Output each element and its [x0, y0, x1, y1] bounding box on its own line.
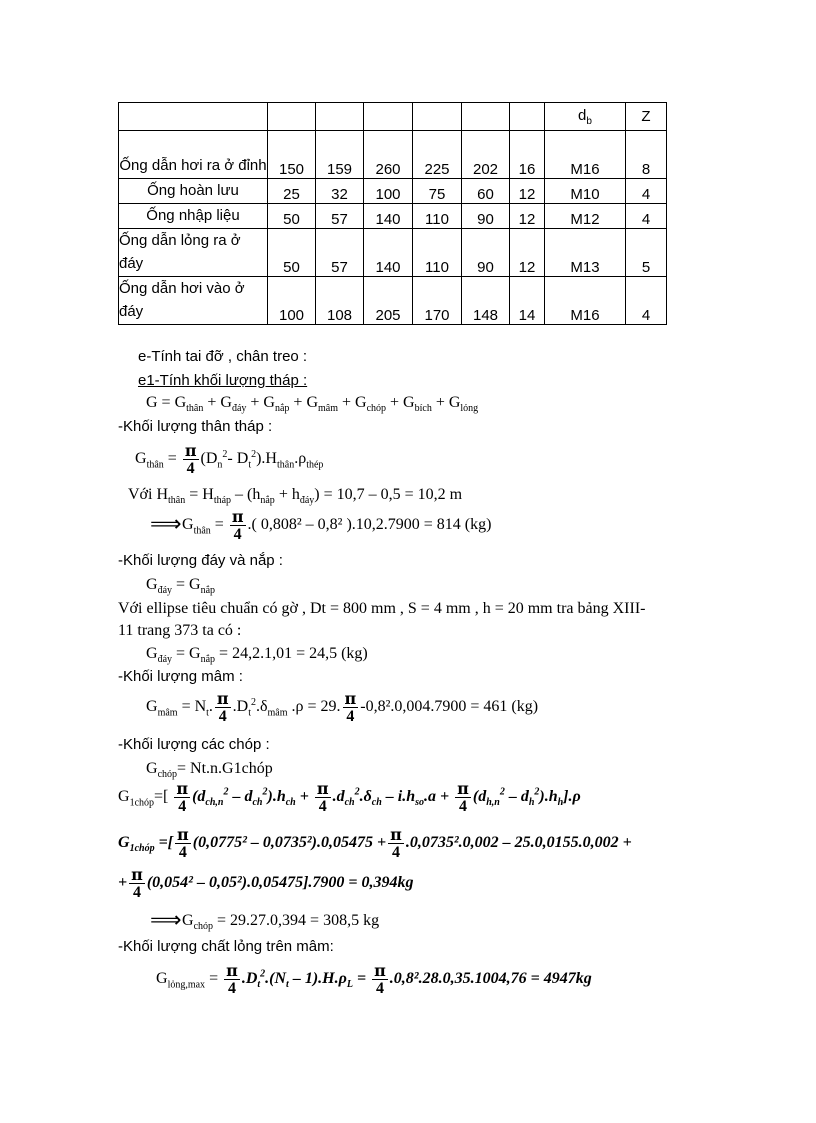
formula-bottom-eq-lid: $G_{đáy} = G_{nắp}$: [146, 576, 216, 597]
table-cell: M13: [545, 229, 626, 277]
table-cell: 12: [510, 229, 545, 277]
table-cell: 5: [626, 229, 667, 277]
row-name: Ống dẫn lỏng ra ở đáy: [119, 229, 268, 277]
table-cell: 260: [364, 131, 413, 179]
shell-result-value: .( 0,808² – 0,8² ).10,2.7900 = 814 (kg): [247, 516, 492, 534]
table-cell: 108: [316, 277, 364, 325]
table-header-cell: [119, 103, 268, 131]
table-row: [119, 277, 667, 325]
table-header-db: $d_b$: [545, 103, 626, 131]
table-cell: M12: [545, 204, 626, 229]
cap-calc-result: (0,054² – 0,05²).0,05475].7900 = 0,394kg: [146, 874, 414, 892]
table-cell: M10: [545, 179, 626, 204]
row-name: Ống dẫn hơi vào ở đáy: [119, 277, 268, 325]
table-cell: 140: [364, 204, 413, 229]
formula-single-cap-calc: $G_{1chóp}$ =[ $\frac{\pi}{4}$ (0,0775² – 0,0735²).0,05475 + $\frac{\pi}{4}$ .0,0735².0,002 – 25.0,0155.0,002 +: [118, 825, 632, 861]
formula-tray-mass: $G_{mâm} = N_t$. $\frac{\pi}{4}$ $.D_t^2.\delta_{mâm}$ .ρ = 29. $\frac{\pi}{4}$ -0,8².0,004.7900 = 461 (kg): [146, 689, 539, 725]
table-header-cell: [364, 103, 413, 131]
cap-calc-part-b: .0,0735².0,002 – 25.0,0155.0,002 +: [405, 834, 632, 852]
ellipse-text: Với ellipse tiêu chuẩn có gờ , Dt = 800 mm , S = 4 mm , h = 20 mm tra bảng XIII-: [118, 600, 646, 617]
table-cell: M16: [545, 131, 626, 179]
label-mass-shell: -Khối lượng thân tháp :: [118, 418, 273, 435]
shell-height-value: = 10,7 – 0,5 = 10,2 m: [323, 486, 463, 503]
table-cell: 60: [462, 179, 510, 204]
formula-single-cap: $G_{1chóp}=$[ $\frac{\pi}{4}$ $(d_{ch,n}^2 - d_{ch}^2).h_{ch}$ + $\frac{\pi}{4}$ $.d_{ch}^2.\delta_{ch} - i.h_{so}.a$ + $\frac{\pi}{4}$ $(d_{h,n}^2 - d_h^2).h_h].\rho$: [118, 779, 581, 815]
implies-arrow-icon: ⟹: [150, 512, 182, 538]
table-cell: 159: [316, 131, 364, 179]
table-cell: 140: [364, 229, 413, 277]
table-header-cell: [268, 103, 316, 131]
table-cell: 100: [268, 277, 316, 325]
section-title: e-Tính tai đỡ , chân treo :: [138, 348, 308, 365]
table-cell: 150: [268, 131, 316, 179]
table-cell: 90: [462, 229, 510, 277]
table-cell: 50: [268, 229, 316, 277]
table-cell: M16: [545, 277, 626, 325]
formula-shell-height: Với $H_{thân} = H_{tháp} - (h_{nắp} + h_{đáy}) = 10,7 - 0,5 = 10,2$ m: [128, 486, 463, 507]
table-cell: 75: [413, 179, 462, 204]
formula-caps-result: $⟹G_{chóp} = 29.27.0,394 = 308,5$ kg: [150, 908, 380, 933]
table-cell: 4: [626, 179, 667, 204]
formula-bottom-result: $G_{đáy} = G_{nắp} = 24,2.1,01 = 24,5$ (kg): [146, 645, 368, 666]
formula-shell-result: $⟹G_{thân}$ = $\frac{\pi}{4}$ .( 0,808² – 0,8² ).10,2.7900 = 814 (kg): [150, 507, 492, 543]
cap-calc-part-a: (0,0775² – 0,0735²).0,05475 +: [192, 834, 387, 852]
table-header-row: [119, 103, 667, 131]
table-cell: 148: [462, 277, 510, 325]
table-cell: 50: [268, 204, 316, 229]
table-header-z: Z: [626, 103, 667, 131]
table-cell: 110: [413, 204, 462, 229]
table-cell: 57: [316, 229, 364, 277]
label-mass-bottom-lid: -Khối lượng đáy và nắp :: [118, 552, 283, 569]
table-cell: 4: [626, 204, 667, 229]
table-header-cell: [413, 103, 462, 131]
table-cell: 25: [268, 179, 316, 204]
table-header-cell: [510, 103, 545, 131]
ellipse-text-2: 11 trang 373 ta có :: [118, 622, 242, 639]
table-cell: 12: [510, 204, 545, 229]
table-cell: 8: [626, 131, 667, 179]
table-cell: 57: [316, 204, 364, 229]
label-mass-caps: -Khối lượng các chóp :: [118, 736, 270, 753]
liquid-result-value: .0,8².28.0,35.1004,76 = 4947kg: [389, 970, 592, 988]
caps-eq-value: = Nt.n.G1chóp: [177, 760, 273, 777]
formula-total-mass: $G = G_{thân} + G_{đáy} + G_{nắp} + G_{mâm} + G_{chóp} + G_{bích} + G_{lỏng}$: [146, 394, 479, 415]
table-cell: 225: [413, 131, 462, 179]
table-header-cell: [462, 103, 510, 131]
formula-caps-mass: $G_{chóp}=$ Nt.n.G1chóp: [146, 760, 273, 781]
label-mass-tray: -Khối lượng mâm :: [118, 668, 243, 685]
formula-single-cap-result: + $\frac{\pi}{4}$ (0,054² – 0,05²).0,05475].7900 = 0,394kg: [118, 865, 414, 901]
table-cell: 202: [462, 131, 510, 179]
table-row: [119, 204, 667, 229]
table-cell: 12: [510, 179, 545, 204]
table-row: [119, 229, 667, 277]
flange-table: [118, 102, 667, 325]
bottom-result-value: = 24,2.1,01 = 24,5 (kg): [219, 645, 368, 662]
section-subtitle: e1-Tính khối lượng tháp :: [138, 372, 308, 389]
row-name: Ống nhập liệu: [119, 204, 268, 229]
table-cell: 205: [364, 277, 413, 325]
table-cell: 16: [510, 131, 545, 179]
formula-liquid-mass: $G_{lỏng,max}$ = $\frac{\pi}{4}$ $.D_t^2.(N_t - 1).H.\rho_L$ = $\frac{\pi}{4}$ .0,8².28.0,35.1004,76 = 4947kg: [156, 961, 592, 997]
table-row: [119, 131, 667, 179]
table-cell: 90: [462, 204, 510, 229]
row-name: Ống hoàn lưu: [119, 179, 268, 204]
table-cell: 100: [364, 179, 413, 204]
table-cell: 170: [413, 277, 462, 325]
implies-arrow-icon: ⟹: [150, 908, 182, 933]
formula-shell-mass: $G_{thân}$ = $\frac{\pi}{4}$ ($D_n^2-$ $D_t^2).H_{thân}.\rho_{thép}$: [135, 441, 324, 477]
caps-result-value: = 29.27.0,394 = 308,5 kg: [217, 912, 380, 929]
row-name: Ống dẫn hơi ra ở đỉnh: [119, 131, 268, 179]
table-cell: 32: [316, 179, 364, 204]
table-cell: 4: [626, 277, 667, 325]
table-row: [119, 179, 667, 204]
table-cell: 110: [413, 229, 462, 277]
table-cell: 14: [510, 277, 545, 325]
table-header-cell: [316, 103, 364, 131]
tray-result-value: -0,8².0,004.7900 = 461 (kg): [360, 698, 539, 716]
label-mass-liquid: -Khối lượng chất lỏng trên mâm:: [118, 938, 334, 955]
